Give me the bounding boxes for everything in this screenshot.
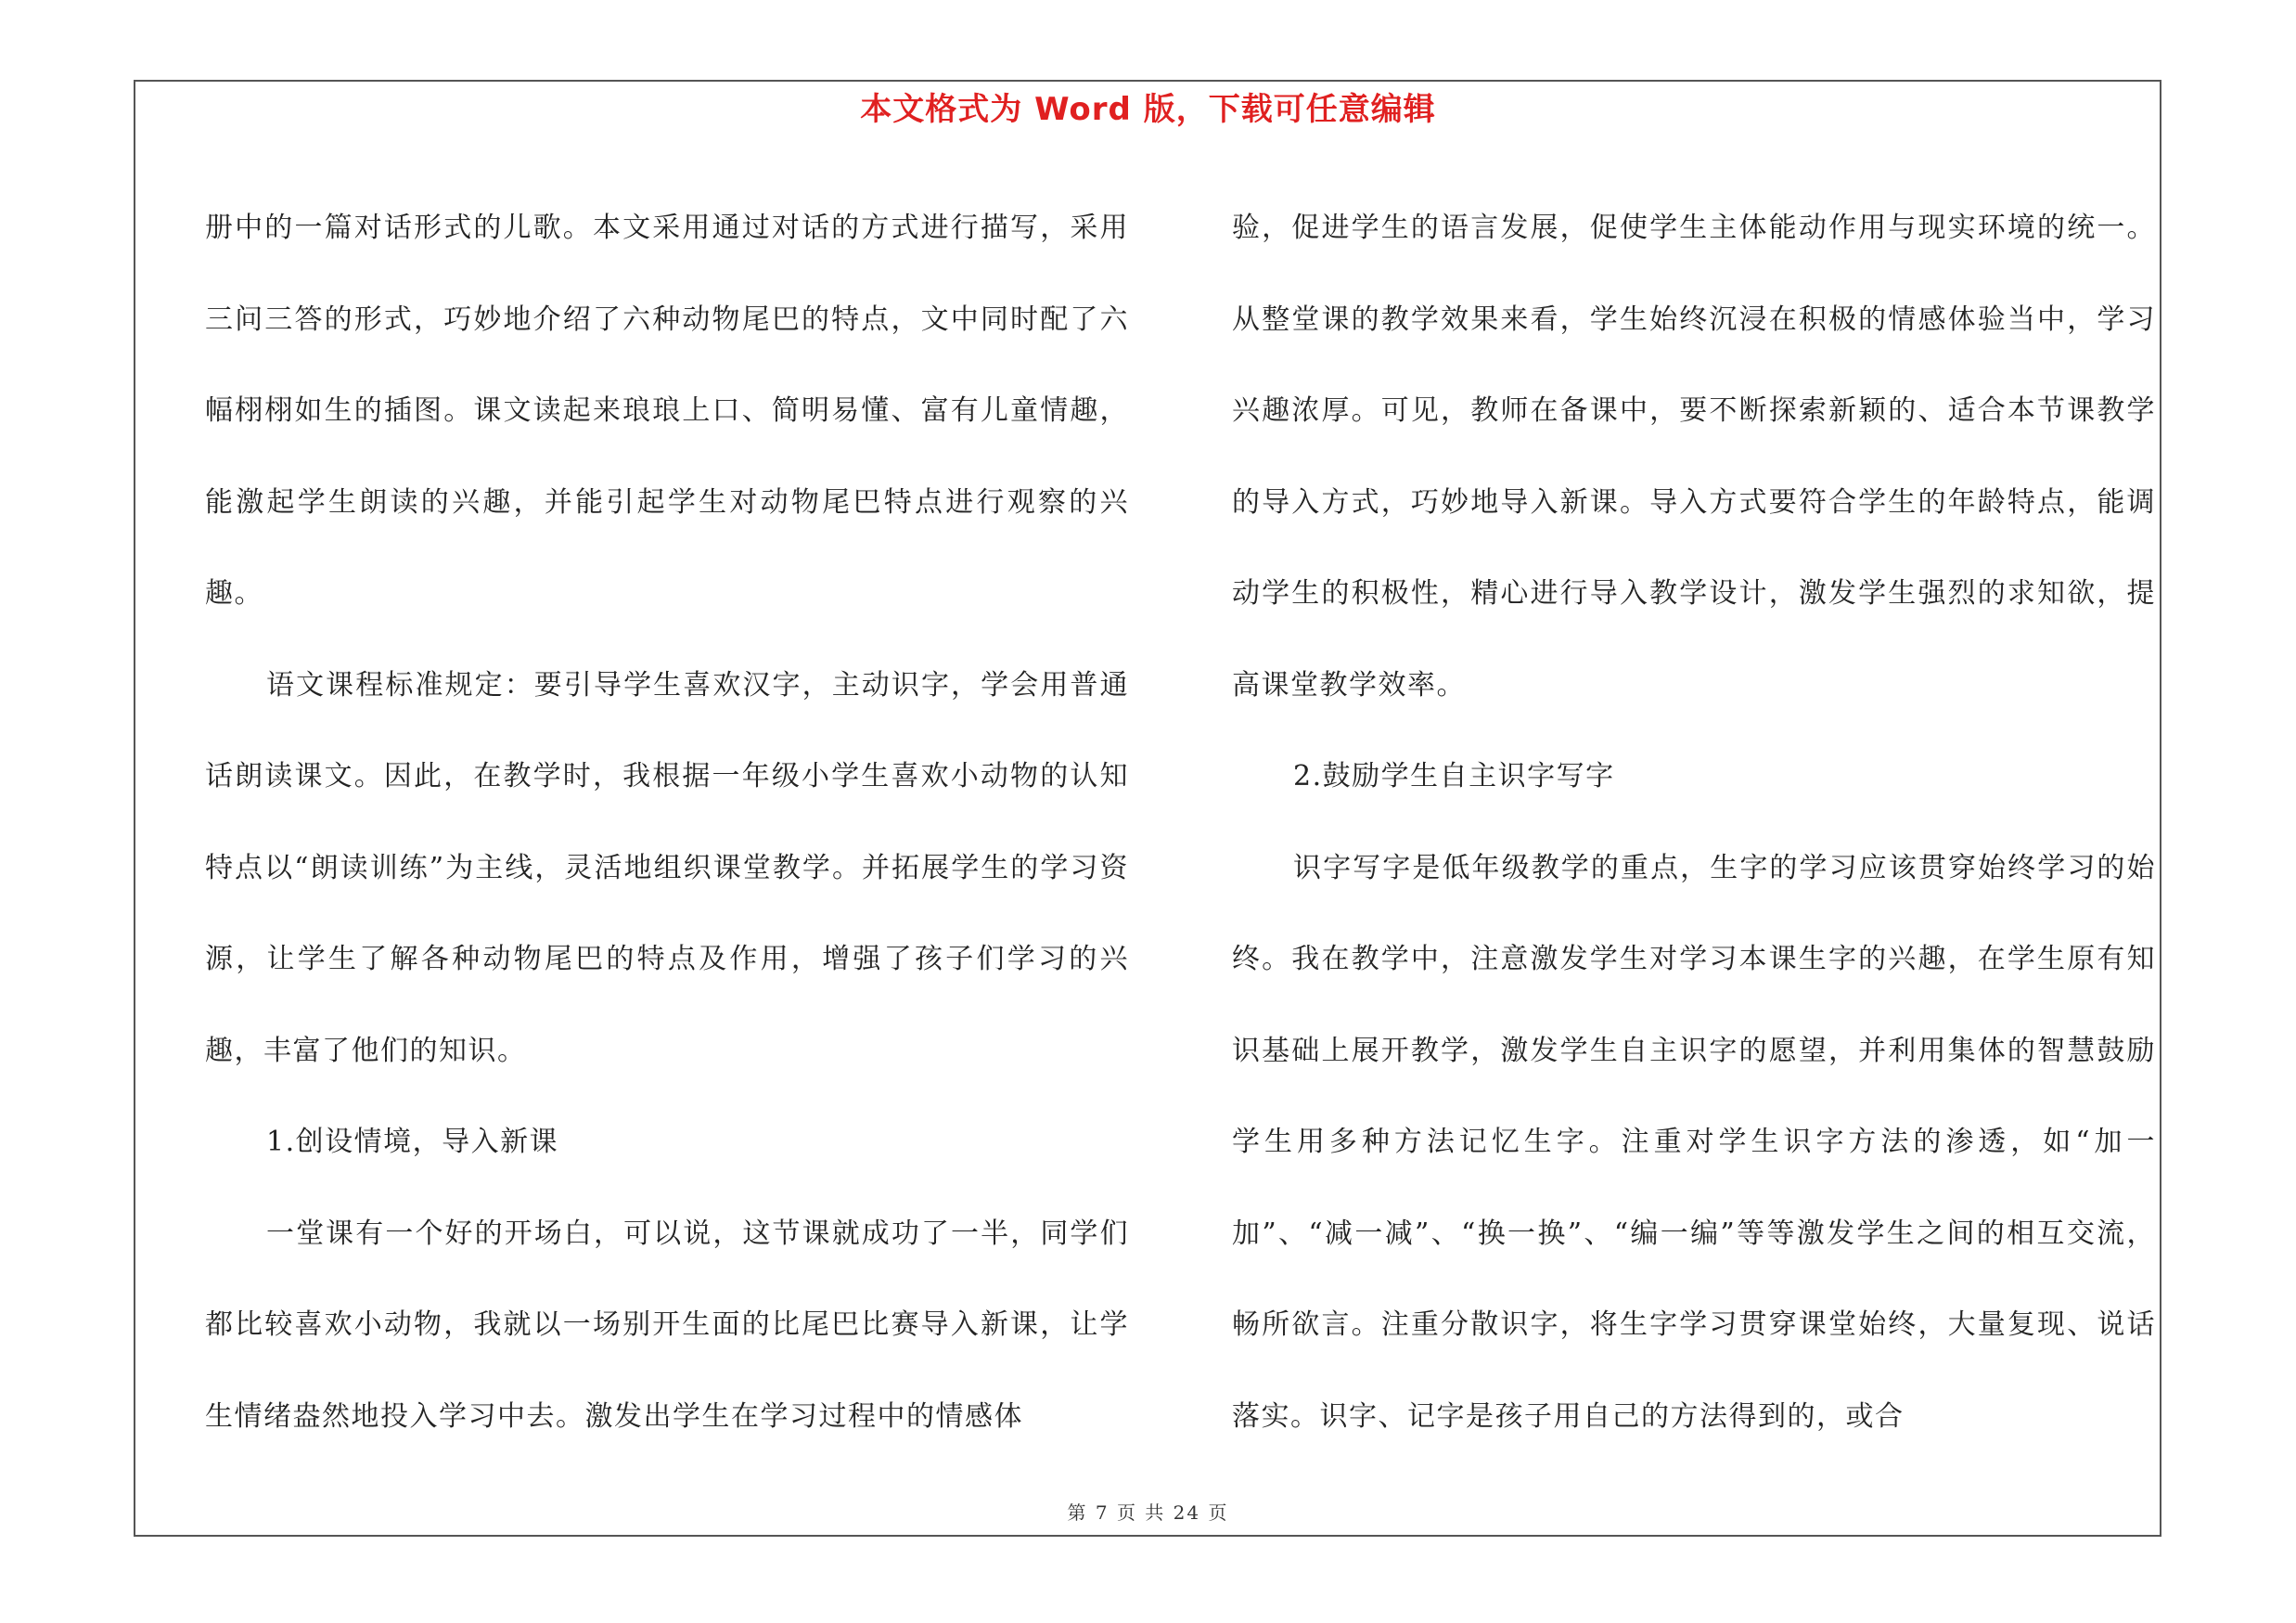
paragraph: 验，促进学生的语言发展，促使学生主体能动作用与现实环境的统一。从整堂课的教学效果来看，学生始终沉浸在积极的情感体验当中，学习兴趣浓厚。可见，教师在备课中，要不断探索新颖的、适合本节课教学的导入方式，巧妙地导入新课。导入方式要符合学生的年龄特点，能调动学生的积极性，精心进行导入教学设计，激发学生强烈的求知欲，提高课堂教学效率。 xyxy=(1232,212,2156,702)
paragraph: 识字写字是低年级教学的重点，生字的学习应该贯穿始终学习的始终。我在教学中，注意激发学生对学习本课生字的兴趣，在学生原有知识基础上展开教学，激发学生自主识字的愿望，并利用集体的智慧鼓励学生用多种方法记忆生字。注重对学生识字方法的渗透，如“加一加”、“减一减”、“换一换”、“编一编”等等激发学生之间的相互交流，畅所欲言。注重分散识字，将生字学习贯穿课堂始终，大量复现、说话落实。识字、记字是孩子用自己的方法得到的，或合 xyxy=(1232,851,2156,1433)
section-heading: 1.创设情境，导入新课 xyxy=(266,1126,559,1158)
paragraph: 一堂课有一个好的开场白，可以说，这节课就成功了一半，同学们都比较喜欢小动物，我就以一场别开生面的比尾巴比赛导入新课，让学生情绪盎然地投入学习中去。激发出学生在学习过程中的情感体 xyxy=(205,1217,1129,1433)
right-text-column xyxy=(1232,183,2156,1462)
left-text-column xyxy=(205,183,1129,1462)
section-heading: 2.鼓励学生自主识字写字 xyxy=(1293,760,1615,792)
paragraph: 语文课程标准规定：要引导学生喜欢汉字，主动识字，学会用普通话朗读课文。因此，在教学时，我根据一年级小学生喜欢小动物的认知特点以“朗读训练”为主线，灵活地组织课堂教学。并拓展学生的学习资源，让学生了解各种动物尾巴的特点及作用，增强了孩子们学习的兴趣，丰富了他们的知识。 xyxy=(205,668,1129,1067)
page-number: 第 7 页 共 24 页 xyxy=(1067,1501,1229,1524)
editable-notice-banner: 本文格式为 Word 版，下载可任意编辑 xyxy=(860,91,1436,128)
paragraph: 册中的一篇对话形式的儿歌。本文采用通过对话的方式进行描写，采用三问三答的形式，巧妙地介绍了六种动物尾巴的特点，文中同时配了六幅栩栩如生的插图。课文读起来琅琅上口、简明易懂、富有儿童情趣，能激起学生朗读的兴趣，并能引起学生对动物尾巴特点进行观察的兴趣。 xyxy=(205,212,1129,610)
